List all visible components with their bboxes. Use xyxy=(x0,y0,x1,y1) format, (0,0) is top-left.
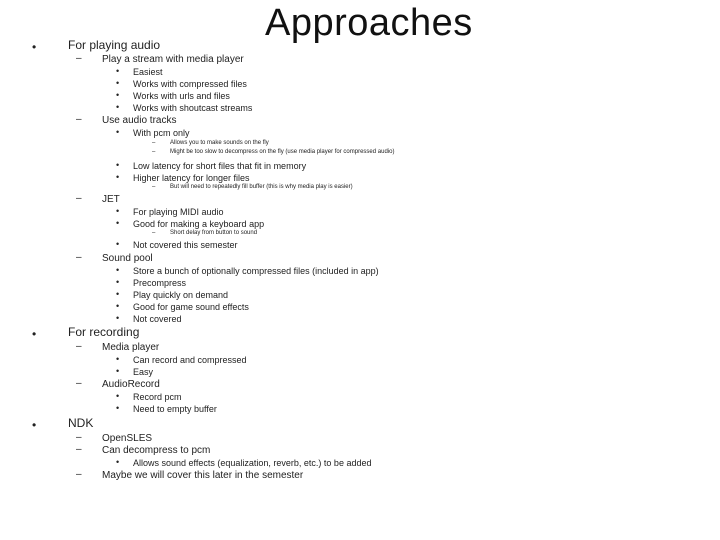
item-sounds-on-fly: Allows you to make sounds on the fly xyxy=(170,140,269,146)
dash-icon: – xyxy=(76,341,82,352)
bullet-icon: • xyxy=(116,354,120,364)
item-easiest: Easiest xyxy=(133,67,163,77)
item-jet: JET xyxy=(102,194,120,205)
item-media-player: Media player xyxy=(102,342,160,353)
bullet-icon: • xyxy=(116,218,120,228)
item-play-quickly: Play quickly on demand xyxy=(133,290,229,300)
item-sound-effects: Allows sound effects (equalization, reverb, etc.) to be added xyxy=(133,458,372,468)
bullet-icon: • xyxy=(116,366,120,376)
bullet-icon: • xyxy=(116,127,120,137)
item-keyboard-app: Good for making a keyboard app xyxy=(133,219,265,229)
bullet-icon: • xyxy=(116,277,120,287)
bullet-icon: • xyxy=(32,40,37,54)
bullet-icon: • xyxy=(116,391,120,401)
dash-icon: – xyxy=(76,432,82,443)
item-low-latency: Low latency for short files that fit in memory xyxy=(133,161,307,171)
item-audiorecord: AudioRecord xyxy=(102,379,160,390)
bullet-icon: • xyxy=(116,313,120,323)
dash-icon: – xyxy=(152,230,156,236)
bullet-icon: • xyxy=(116,457,120,467)
slide-title: Approaches xyxy=(265,2,473,44)
bullet-icon: • xyxy=(116,301,120,311)
bullet-icon: • xyxy=(32,418,37,432)
dash-icon: – xyxy=(76,252,82,263)
item-short-delay: Short delay from button to sound xyxy=(170,230,258,236)
item-midi: For playing MIDI audio xyxy=(133,207,224,217)
bullet-icon: • xyxy=(116,265,120,275)
item-sound-pool: Sound pool xyxy=(102,253,153,264)
bullet-icon: • xyxy=(116,66,120,76)
dash-icon: – xyxy=(76,114,82,125)
dash-icon: – xyxy=(76,444,82,455)
item-pcm-only: With pcm only xyxy=(133,128,190,138)
bullet-icon: • xyxy=(116,160,120,170)
item-higher-latency: Higher latency for longer files xyxy=(133,173,250,183)
item-repeatedly-fill: But will need to repeatedly fill buffer (this is why media play is easier) xyxy=(170,184,353,190)
bullet-icon: • xyxy=(116,206,120,216)
bullet-icon: • xyxy=(116,289,120,299)
item-opensles: OpenSLES xyxy=(102,433,153,444)
bullet-icon: • xyxy=(116,239,120,249)
item-empty-buffer: Need to empty buffer xyxy=(133,404,217,414)
item-record-pcm: Record pcm xyxy=(133,392,182,402)
dash-icon: – xyxy=(76,469,82,480)
bullet-icon: • xyxy=(116,172,120,182)
dash-icon: – xyxy=(152,149,156,155)
item-record-compressed: Can record and compressed xyxy=(133,355,247,365)
item-easy: Easy xyxy=(133,367,154,377)
item-too-slow: Might be too slow to decompress on the fly (use media player for compressed audio) xyxy=(170,149,395,155)
bullet-icon: • xyxy=(116,403,120,413)
heading-playing-audio: For playing audio xyxy=(68,38,161,52)
bullet-icon: • xyxy=(116,78,120,88)
item-maybe-later: Maybe we will cover this later in the semester xyxy=(102,470,304,481)
heading-recording: For recording xyxy=(68,325,140,339)
dash-icon: – xyxy=(76,193,82,204)
item-decompress-pcm: Can decompress to pcm xyxy=(102,445,211,456)
bullet-icon: • xyxy=(32,327,37,341)
heading-ndk: NDK xyxy=(68,416,94,430)
item-compressed-files: Works with compressed files xyxy=(133,79,247,89)
item-not-covered: Not covered xyxy=(133,314,182,324)
item-game-effects: Good for game sound effects xyxy=(133,302,249,312)
item-precompress: Precompress xyxy=(133,278,187,288)
item-audio-tracks: Use audio tracks xyxy=(102,115,177,126)
bullet-icon: • xyxy=(116,102,120,112)
bullet-icon: • xyxy=(116,90,120,100)
dash-icon: – xyxy=(76,378,82,389)
dash-icon: – xyxy=(152,184,156,190)
item-not-covered-semester: Not covered this semester xyxy=(133,240,238,250)
item-shoutcast: Works with shoutcast streams xyxy=(133,103,253,113)
dash-icon: – xyxy=(76,53,82,64)
item-play-stream: Play a stream with media player xyxy=(102,54,244,65)
dash-icon: – xyxy=(152,140,156,146)
item-store-files: Store a bunch of optionally compressed files (included in app) xyxy=(133,266,379,276)
item-urls-files: Works with urls and files xyxy=(133,91,230,101)
